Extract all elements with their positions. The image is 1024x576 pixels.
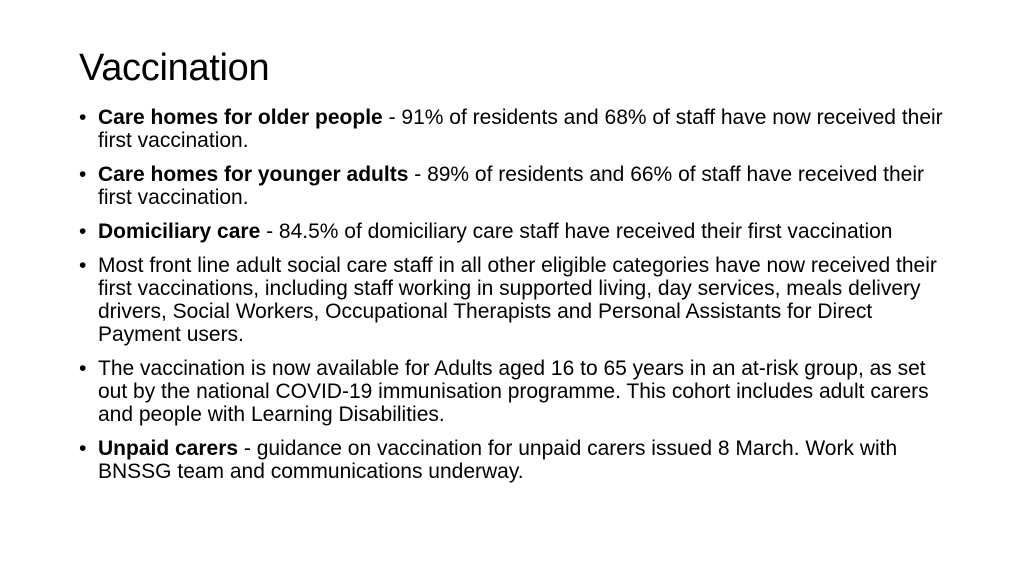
bullet-text: - 89% of residents and 66% of staff have received their first vaccination. bbox=[98, 163, 924, 209]
bullet-marker: • bbox=[79, 106, 87, 129]
bullet-text: Most front line adult social care staff in all other eligible categories have now received their first vaccinations, including staff working in supported living, day services, meals delivery drivers, Social Workers, Occupational Therapists and Personal Assistants for Direct Payment users. bbox=[98, 254, 937, 346]
bullet-marker: • bbox=[79, 437, 87, 460]
bullet-text: - guidance on vaccination for unpaid carers issued 8 March. Work with BNSSG team and communications underway. bbox=[98, 437, 898, 483]
bullet-list bbox=[79, 106, 949, 494]
bullet-marker: • bbox=[79, 220, 87, 243]
bullet-marker: • bbox=[79, 163, 87, 186]
bullet-item-unpaid-carers bbox=[79, 437, 949, 483]
bullet-marker: • bbox=[79, 254, 87, 277]
bullet-item-older-people bbox=[79, 106, 949, 152]
bullet-text: - 84.5% of domiciliary care staff have received their first vaccination bbox=[260, 220, 893, 243]
bullet-text: - 91% of residents and 68% of staff have now received their first vaccination. bbox=[98, 106, 943, 152]
bullet-item-younger-adults bbox=[79, 163, 949, 209]
bullet-heading: Care homes for older people bbox=[98, 106, 383, 129]
bullet-heading: Care homes for younger adults bbox=[98, 163, 409, 186]
bullet-item-front-line-staff bbox=[79, 254, 949, 346]
bullet-heading: Unpaid carers bbox=[98, 437, 239, 460]
bullet-text: The vaccination is now available for Adults aged 16 to 65 years in an at-risk group, as set out by the national COVID-19 immunisation programme. This cohort includes adult carers and people with Learning Disabilities. bbox=[98, 357, 929, 426]
bullet-heading: Domiciliary care bbox=[98, 220, 261, 243]
bullet-item-at-risk-adults bbox=[79, 357, 949, 426]
slide-title: Vaccination bbox=[79, 47, 270, 89]
bullet-item-domiciliary-care bbox=[79, 220, 949, 243]
bullet-marker: • bbox=[79, 357, 87, 380]
